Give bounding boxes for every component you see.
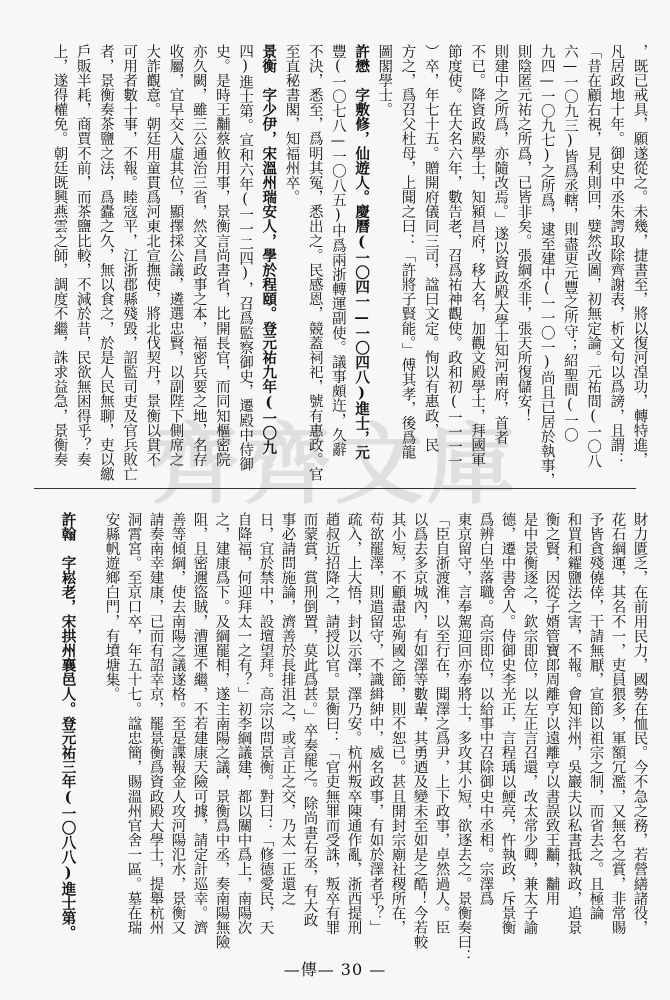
upper-text-column: 亦久闕，雖三公通治三省，然文昌政事之本，福密兵要之地，名存 (190, 44, 207, 467)
upper-text-column: 戶販半耗，商賈不前，而茶鹽比較，不減於昔，民欲無困得乎？奏 (74, 44, 91, 467)
lower-text-column: 予皆貪殘僥倖，干請無厭，宣節以祖宗之制，而省去之。且極論 (587, 512, 604, 921)
lower-text-column: 以爲去多京城內，有如澤等數輩，其勇迺及變未至如是之酷！今若較 (411, 512, 428, 950)
lower-text-column: 德，遷中書舍人。侍御史李光正，言程瑀以鯁亮，忤執政，斥景衡 (499, 512, 516, 935)
lower-text-column: 疏入，上大悟，封以示澤，澤乃安。杭州叛卒陳通作亂，浙西提刑 (345, 512, 362, 935)
upper-text-column: 者，景衡奏茶鹽之法，爲蠹之久，無以食之，於是人民無聊，吏以繳 (97, 44, 114, 482)
lower-text-column: 而蒙賞，賞刑倒置，莫此爲甚。」卒奏罷之。除尚書右丞，有大政 (301, 512, 318, 928)
lower-text-column: 東京留守，言奉駕迎回亦奉將士，多攻其小短，欲逐去之。景衡奏曰： (455, 512, 472, 964)
lower-text-column: 自降福，何迎拜太一之有？」初李綱議建，都以關中爲上，南陽次 (235, 512, 252, 935)
upper-text-column: 大詐觀意。朝廷用童貫爲河東北宣撫使，將北伐契丹，景衡以貫不 (144, 44, 161, 467)
lower-text-column: 苟欲罷澤，則遣留守，不識緝紳中，威名政事，有如於澤者乎？」 (367, 512, 384, 935)
upper-text-column: 則建中之所爲，亦隨改焉。」遂以資政殿大學士知河南府，首者 (492, 44, 509, 445)
upper-text-column: 九四—一〇九七)之所爲，逮至建中(一一〇一)尚且已居於執事， (538, 44, 555, 488)
watermark: 齊齊文庫 (150, 412, 519, 516)
lower-text-column: 日，宜於禁中，設壇望拜。高宗以問景衡。對曰：「修德愛民，天 (257, 512, 274, 935)
lower-text-column: 善等傾綱，使去南陽之議遂格。至是諜報金人攻河陽氾水，景衡又 (169, 512, 186, 935)
lower-text-column: 趙叔近招降之，請授以官。景衡曰：「官吏無罪而受誅，叛卒有罪 (323, 512, 340, 935)
upper-text-column: 凡居政地十年。御史中丞朱諤取除齊謝表，析文句以爲謗，且謂： (608, 44, 625, 467)
lower-text-column: 許翰 字崧老，宋拱州襄邑人。登元祐三年(一〇八八)進士第。 (59, 512, 77, 940)
lower-text-column: 和買和糴鹽法之害，不報。會知泮州，吳巖夫以私書抵執政，追景 (565, 512, 582, 935)
upper-text-column: 節度使。在大名六年，數告老，召爲祐神觀使。政和初(一一一一 (445, 44, 462, 469)
upper-text-column: 方之，爲召父杜母，上聞之曰：「許將子賢能。」傅其孝，後爲龍 (399, 44, 416, 460)
lower-text-column: 是中景衡逐之，欽宗即位，以左正言召還，改太常少卿，兼太子諭 (521, 512, 538, 935)
lower-text-column: 衡之賢，因從子婿管寶郎周離亨以遠離亨以書誤致王黼，黼用 (543, 512, 560, 906)
upper-text-column: 不決，悉至，爲明其冤，悉出之。民感恩，競蓋祠祀，號有惠政。官 (306, 44, 323, 482)
upper-text-column: 「昔在顧右視，見利則回，嬖然改圖，初無定論。元祐間(一〇八 (585, 44, 602, 469)
lower-text-column: 財力匱乏，在前用民力，國勢在恤民。今不急之務，若營繕諸役， (631, 512, 648, 935)
lower-text-column: 「臣自浙渡淮，以至行在，聞澤之爲尹，上下政事，卓然過人。臣 (433, 512, 450, 935)
upper-text-column: 史。是時王黼蔡攸用事，景衡言尚書省，比開長官，而同知樞密院 (213, 44, 230, 467)
upper-text-column: 景衡 字少伊，宋溫州瑞安人，學於程頤。登元祐九年(一〇九 (260, 44, 278, 455)
upper-text-column: ）卒，年七十五。贈開府儀同三司，諡曰文定。恂以有惠政，民 (422, 44, 439, 453)
upper-text-column: 豐(一〇七八—一〇八五)中爲兩浙轉運副使。議事頗迕，久辭 (329, 44, 346, 457)
lower-text-column: 請奏南幸建康，已而有詔幸京，罷景衡爲資政殿大學士，提舉杭州 (147, 512, 164, 935)
lower-text-column: 其小短，不顧盡忠殉國之節，則不恕已。甚且開封宗廟社稷所在， (389, 512, 406, 935)
upper-text-column: 不已。降資政殿學士，知潁昌府，移大名，加觀文殿學士，拜國軍 (469, 44, 486, 467)
lower-text-column: 之，建康爲下。及綱罷相，遂主南陽之議，景衡爲中丞，奏南陽無險 (213, 512, 230, 950)
lower-text-column: 安縣帆遊鄉白門，有墳塘集。 (103, 512, 120, 702)
upper-text-column: 收屬，宜早交入虛其位，顯擇採公議，遴選忠賢，以副陛下側席之 (167, 44, 184, 467)
upper-text-column: 圖閣學士。 (376, 44, 393, 117)
upper-text-column: 則陰匿元祐之所爲，已皆非矣。張綱丞非，張天所復儲安！ (515, 44, 532, 424)
lower-text-column: 爲辨白坐落職。高宗即位，以給事中召除御史中丞相。宗澤爲 (477, 512, 494, 906)
upper-text-column: ，既已戒具，願遂從之。未幾，捷書至，將以復河湟功，轉特進， (631, 44, 648, 467)
page-number: —傳— 30 — (283, 960, 387, 979)
lower-text-column: 花石綱運，其名不一，吏員猥多，軍額冗濫，又無名之賞，非常賜 (609, 512, 626, 935)
lower-text-column: 洞霄宮。至京口卒，年五十七。諡忠簡，賜溫州官舍一區。墓在瑞 (125, 512, 142, 935)
upper-text-column: 上，遂得權免。朝廷既興燕雲之師，調度不繼，誅求益急，景衡奏 (51, 44, 68, 467)
upper-text-column: 六—一〇九三)皆爲丞轄，則盡更元豐之所守；紹聖間(一〇 (561, 44, 578, 443)
upper-text-column: 四)進士第。宣和六年(一一二四)，召爲監察御史，遷殿中侍御 (237, 44, 254, 472)
section-divider (34, 488, 636, 489)
lower-text-column: 事必請問施論，濟善於長排沮之，或言正之交，乃太一正還之 (279, 512, 296, 906)
upper-text-column: 可用者數十事，不報。睦寇平，江浙郡縣殘毀，詔監司吏及官兵敗亡 (121, 44, 138, 482)
lower-text-column: 阻，且密邇盜賊，漕運不繼，不若建康天險可據，請定計巡幸。濟 (191, 512, 208, 935)
upper-text-column: 至直秘書閣，知福州卒。 (283, 44, 300, 205)
upper-text-column: 許懋 字敷修，仙遊人。慶曆(一〇四一—一〇四八)進士，元 (353, 44, 371, 460)
